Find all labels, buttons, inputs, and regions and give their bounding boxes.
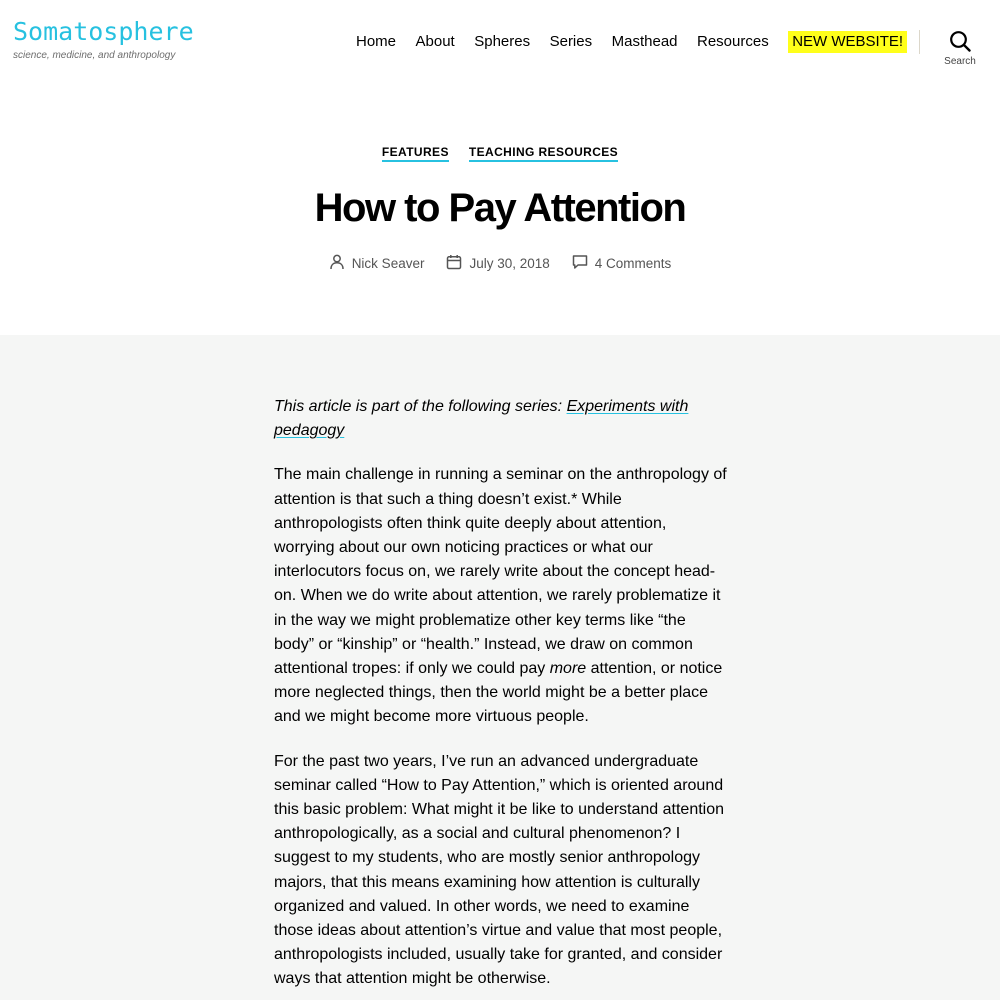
comments-link[interactable]: 4 Comments bbox=[594, 256, 672, 271]
author-link[interactable]: Nick Seaver bbox=[351, 256, 425, 271]
category-link-features[interactable]: FEATURES bbox=[382, 145, 449, 162]
site-tagline: science, medicine, and anthropology bbox=[13, 50, 176, 61]
date-link[interactable]: July 30, 2018 bbox=[469, 256, 550, 271]
entry-content bbox=[274, 395, 730, 1000]
paragraph-1-text-b: attention, or notice more neglected things, then the world might be a better place and we might become more virtuous people. bbox=[274, 660, 723, 726]
search-toggle-button[interactable] bbox=[935, 30, 985, 72]
paragraph-1 bbox=[274, 463, 730, 729]
nav-divider bbox=[919, 30, 920, 54]
post-author bbox=[329, 254, 425, 273]
site-header bbox=[0, 0, 1000, 90]
nav-item-about[interactable]: About bbox=[415, 33, 455, 50]
nav-item-series[interactable]: Series bbox=[549, 33, 593, 50]
series-prefix: This article is part of the following series: bbox=[274, 398, 567, 415]
nav-item-resources[interactable]: Resources bbox=[697, 33, 769, 50]
post-meta bbox=[0, 254, 1000, 273]
category-link-teaching-resources[interactable]: TEACHING RESOURCES bbox=[469, 145, 618, 162]
paragraph-2: For the past two years, I’ve run an advanced undergraduate seminar called “How to Pay Attention,” which is oriented around this basic problem: What might it be like to understand attention anthropologically, as a social and cultural phenomenon? I suggest to my students, who are mostly senior anthropology majors, that this means examining how attention is culturally organized and valued. In other words, we need to examine those ideas about attention’s virtue and value that most people, anthropologists included, usually take for granted, and consider ways that attention might be otherwise. bbox=[274, 752, 725, 988]
post-date bbox=[446, 254, 549, 273]
post-title: How to Pay Attention bbox=[314, 186, 686, 230]
comment-icon bbox=[572, 254, 595, 273]
entry-header bbox=[0, 90, 1000, 335]
nav-item-masthead[interactable]: Masthead bbox=[611, 33, 678, 50]
nav-item-spheres[interactable]: Spheres bbox=[474, 33, 531, 50]
nav-item-new-website[interactable]: NEW WEBSITE! bbox=[788, 31, 907, 53]
site-title[interactable]: Somatosphere bbox=[13, 17, 194, 46]
paragraph-1-text-a: The main challenge in running a seminar on the anthropology of attention is that such a thing doesn’t exist.* While anthropologists often think quite deeply about attention, worrying about our own noticing practices or what our interlocutors focus on, we rarely write about the concept head-on. When we do write about attention, we rarely problematize it in the way we might problematize other key terms like “the body” or “kinship” or “health.” Instead, we draw on common attentional tropes: if only we could pay bbox=[274, 466, 727, 678]
primary-nav bbox=[356, 30, 907, 54]
calendar-icon bbox=[446, 254, 469, 273]
paragraph-1-emphasis: more bbox=[549, 660, 587, 678]
series-note bbox=[274, 395, 730, 443]
nav-item-home[interactable]: Home bbox=[356, 33, 397, 50]
series-link[interactable]: Experiments with pedagogy bbox=[274, 398, 689, 440]
search-icon bbox=[949, 30, 971, 52]
search-label: Search bbox=[944, 56, 976, 67]
content-area bbox=[0, 335, 1000, 1000]
entry-categories bbox=[0, 145, 1000, 162]
person-icon bbox=[329, 254, 352, 273]
post-comments bbox=[572, 254, 672, 273]
